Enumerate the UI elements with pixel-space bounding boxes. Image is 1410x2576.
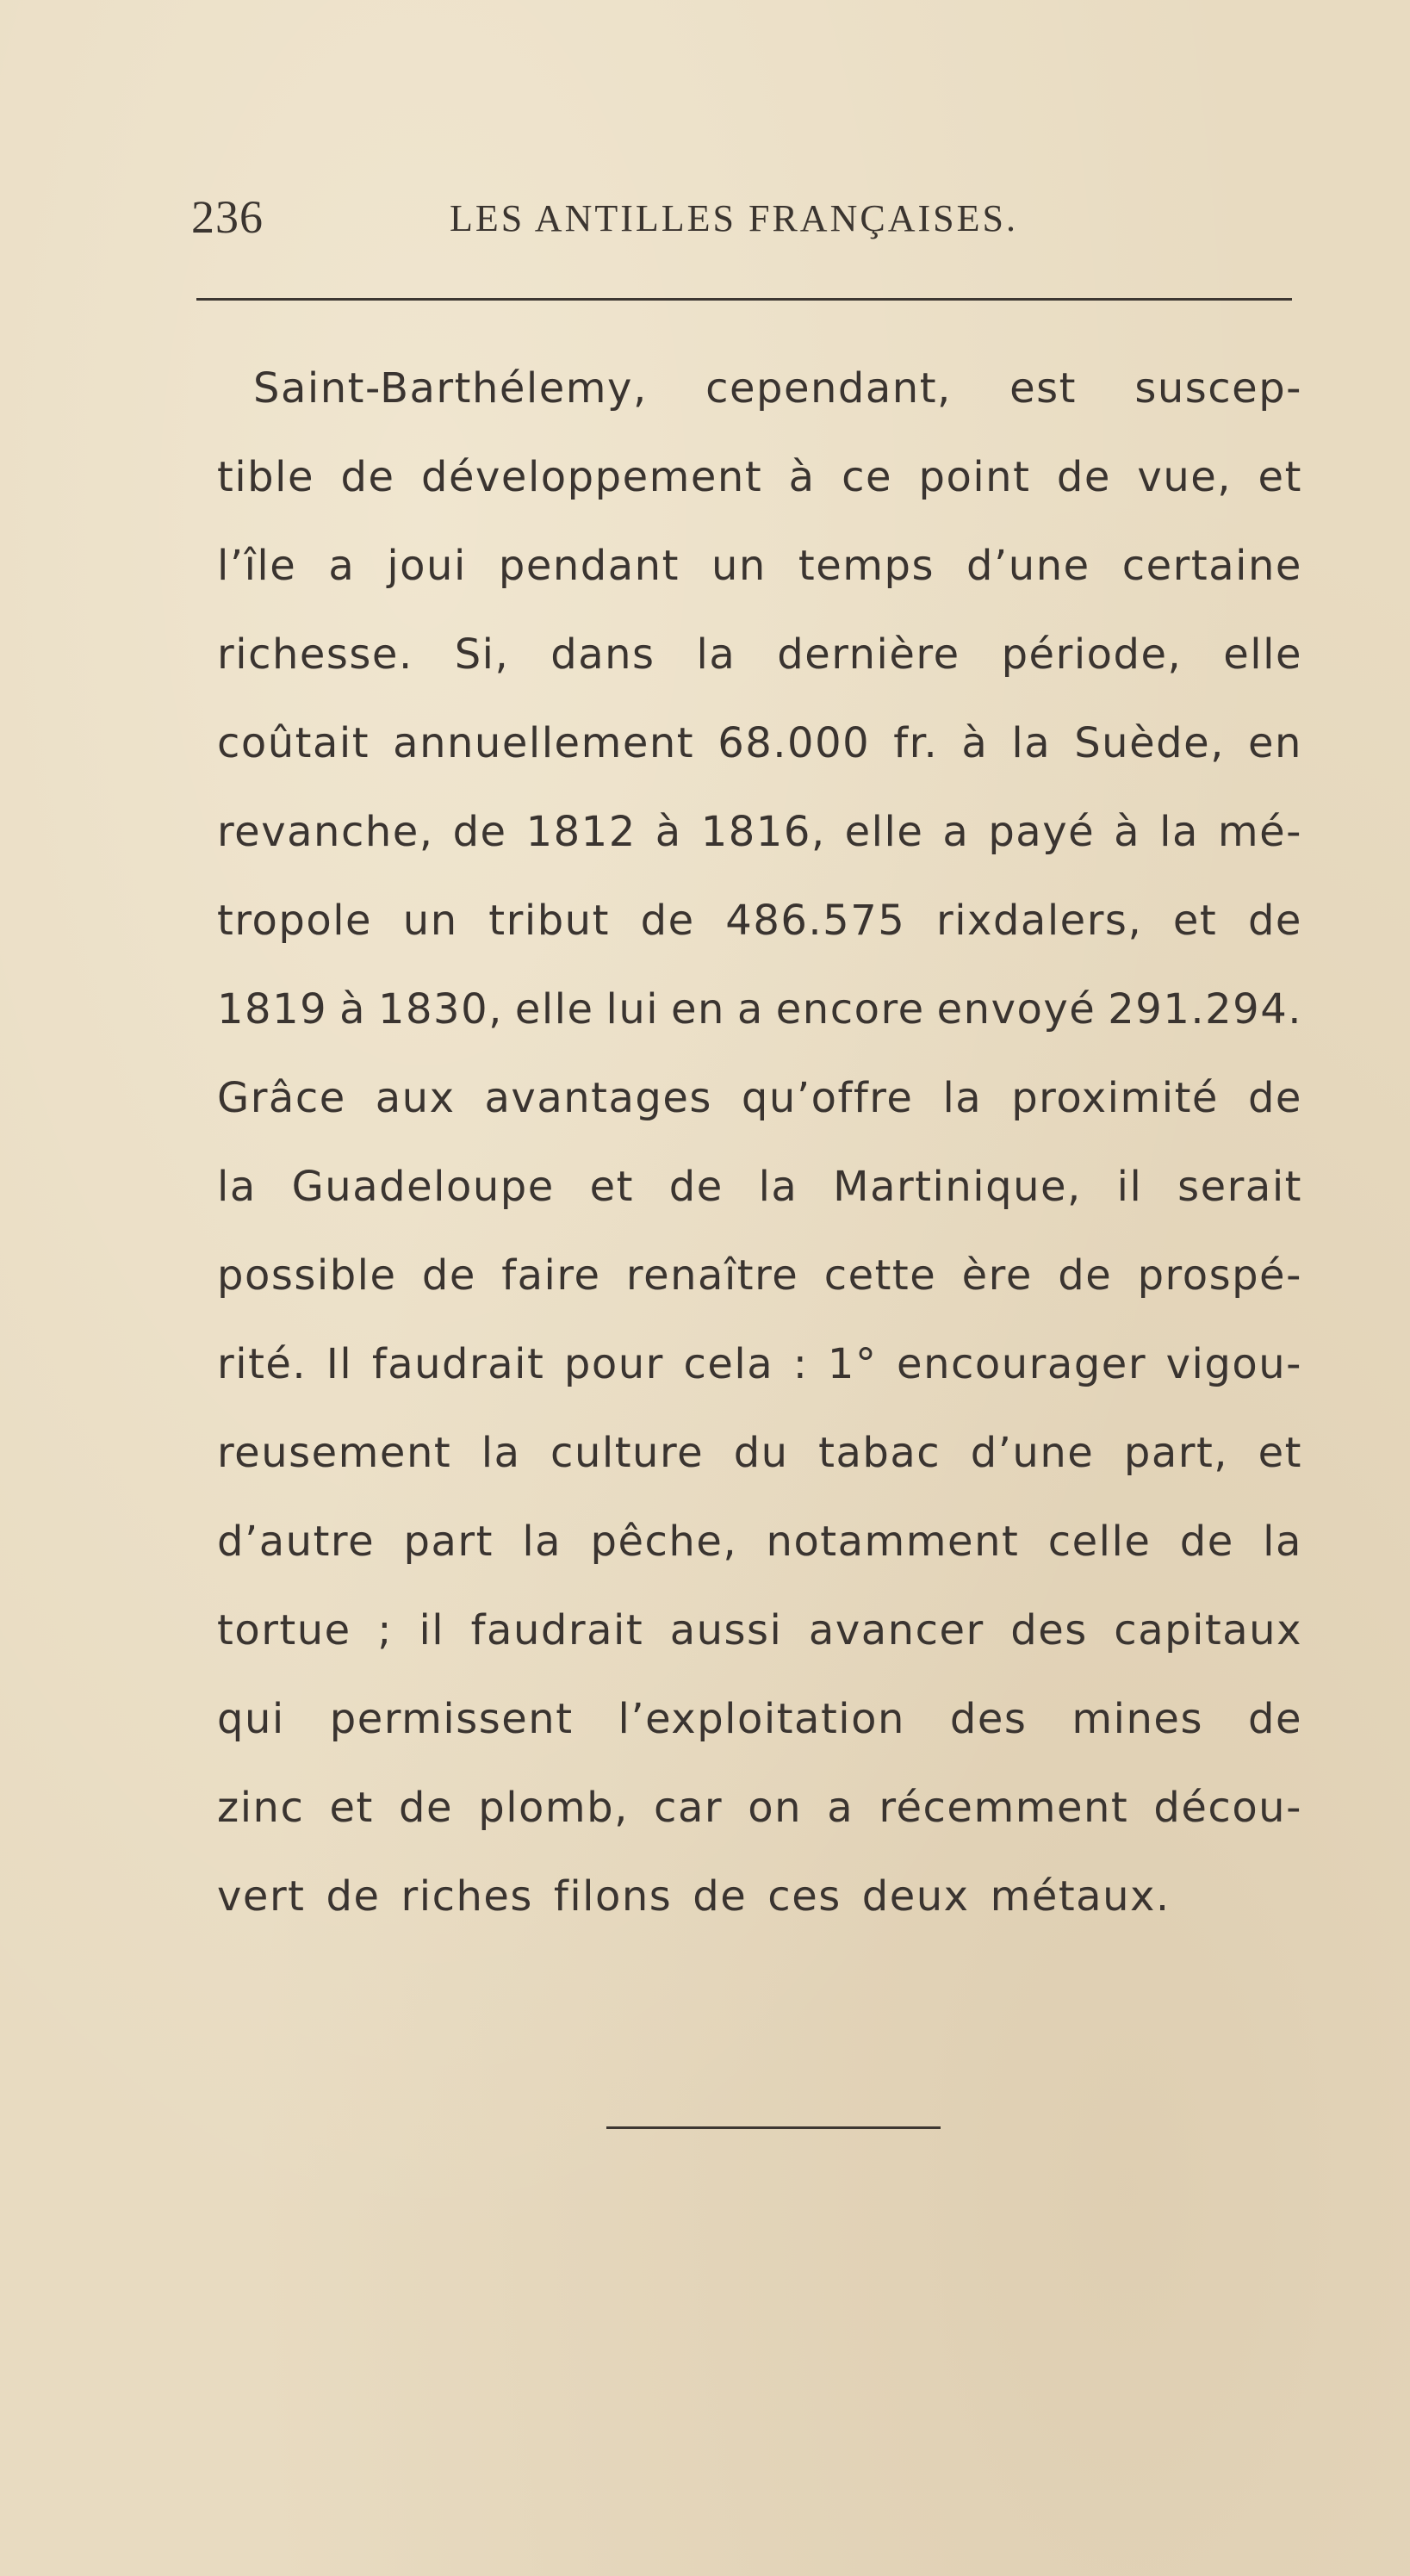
- word: à: [788, 453, 816, 501]
- text-line: [217, 522, 1302, 611]
- word: payé: [988, 808, 1096, 856]
- word: a: [942, 808, 970, 856]
- text-line: [217, 1232, 1302, 1320]
- word: décou-: [1153, 1784, 1302, 1832]
- body-paragraph: [217, 345, 1302, 1941]
- word: de: [693, 1872, 748, 1921]
- word: lui: [606, 985, 660, 1034]
- word: Suède,: [1074, 719, 1225, 767]
- word: suscep-: [1134, 364, 1302, 413]
- word: la: [942, 1074, 983, 1122]
- word: aussi: [669, 1606, 783, 1654]
- word: part: [403, 1518, 494, 1566]
- word: riches: [401, 1872, 533, 1921]
- word: en: [1247, 719, 1302, 767]
- word: envoyé: [936, 985, 1096, 1034]
- word: à: [655, 808, 682, 856]
- word: et: [329, 1784, 374, 1832]
- word: Saint-Barthélemy,: [253, 364, 648, 413]
- word: de: [668, 1163, 724, 1211]
- word: ces: [767, 1872, 842, 1921]
- word: à: [339, 985, 367, 1034]
- word: développement: [421, 453, 763, 501]
- word: elle: [844, 808, 924, 856]
- word: rité.: [217, 1340, 307, 1388]
- word: culture: [550, 1429, 705, 1477]
- word: d’autre: [217, 1518, 376, 1566]
- word: Grâce: [217, 1074, 346, 1122]
- word: faudrait: [470, 1606, 644, 1654]
- word: d’une: [966, 542, 1090, 590]
- word: pêche,: [590, 1518, 738, 1566]
- word: de: [640, 897, 695, 945]
- text-line: [217, 1054, 1302, 1143]
- word: encourager: [897, 1340, 1147, 1388]
- text-line: [217, 1853, 1302, 1941]
- word: l’exploitation: [618, 1695, 905, 1743]
- word: renaître: [625, 1251, 799, 1300]
- word: Il: [326, 1340, 353, 1388]
- word: qu’offre: [741, 1074, 914, 1122]
- text-line: [217, 345, 1302, 433]
- word: encore: [775, 985, 925, 1034]
- word: un: [711, 542, 767, 590]
- running-title: LES ANTILLES FRANÇAISES.: [450, 197, 1018, 239]
- word: tropole: [217, 897, 373, 945]
- word: ère: [961, 1251, 1033, 1300]
- word: période,: [1001, 630, 1183, 679]
- word: Si,: [454, 630, 510, 679]
- word: de: [1179, 1518, 1234, 1566]
- word: la: [217, 1163, 257, 1211]
- word: la: [1011, 719, 1052, 767]
- running-head: [191, 191, 1292, 260]
- word: d’une: [970, 1429, 1095, 1477]
- word: la: [1263, 1518, 1302, 1566]
- word: annuellement: [393, 719, 695, 767]
- text-line: [217, 433, 1302, 522]
- word: ce: [842, 453, 892, 501]
- word: car: [654, 1784, 724, 1832]
- word: a: [736, 985, 764, 1034]
- word: il: [1116, 1163, 1143, 1211]
- word: capitaux: [1114, 1606, 1302, 1654]
- word: de: [399, 1784, 454, 1832]
- word: elle: [514, 985, 594, 1034]
- word: mé-: [1217, 808, 1302, 856]
- word: permissent: [329, 1695, 574, 1743]
- word: dernière: [777, 630, 960, 679]
- word: 1812: [525, 808, 637, 856]
- text-line: [217, 1675, 1302, 1764]
- text-line: [217, 1143, 1302, 1232]
- word: il: [419, 1606, 445, 1654]
- text-line: [217, 877, 1302, 965]
- word: de: [1247, 897, 1302, 945]
- word: vert: [217, 1872, 306, 1921]
- word: tabac: [818, 1429, 941, 1477]
- word: ;: [377, 1606, 393, 1654]
- word: avantages: [484, 1074, 712, 1122]
- word: la: [1159, 808, 1199, 856]
- word: point: [918, 453, 1031, 501]
- word: a: [827, 1784, 854, 1832]
- word: certaine: [1121, 542, 1302, 590]
- word: et: [589, 1163, 634, 1211]
- word: tribut: [488, 897, 610, 945]
- word: avancer: [808, 1606, 985, 1654]
- text-line: [217, 1498, 1302, 1586]
- word: richesse.: [217, 630, 413, 679]
- word: proximité: [1011, 1074, 1219, 1122]
- word: qui: [217, 1695, 285, 1743]
- word: pour: [563, 1340, 664, 1388]
- word: notamment: [766, 1518, 1020, 1566]
- word: aux: [375, 1074, 456, 1122]
- word: faudrait: [371, 1340, 545, 1388]
- word: 291.294.: [1108, 985, 1302, 1034]
- word: de: [452, 808, 507, 856]
- text-line: [217, 1320, 1302, 1409]
- word: reusement: [217, 1429, 452, 1477]
- word: cette: [823, 1251, 937, 1300]
- word: revanche,: [217, 808, 434, 856]
- word: part,: [1123, 1429, 1229, 1477]
- word: de: [1247, 1695, 1302, 1743]
- word: de: [340, 453, 395, 501]
- word: métaux.: [990, 1872, 1171, 1921]
- word: fr.: [893, 719, 939, 767]
- word: est: [1009, 364, 1077, 413]
- word: prospé-: [1137, 1251, 1302, 1300]
- word: en: [671, 985, 725, 1034]
- word: du: [733, 1429, 789, 1477]
- word: :: [792, 1340, 809, 1388]
- word: des: [949, 1695, 1028, 1743]
- word: mines: [1071, 1695, 1203, 1743]
- word: vigou-: [1165, 1340, 1302, 1388]
- word: la: [758, 1163, 798, 1211]
- word: la: [696, 630, 736, 679]
- text-line: [217, 1409, 1302, 1498]
- text-line: [217, 1764, 1302, 1853]
- word: coûtait: [217, 719, 370, 767]
- text-line: [217, 699, 1302, 788]
- word: de: [1058, 1251, 1113, 1300]
- word: la: [522, 1518, 562, 1566]
- word: Martinique,: [833, 1163, 1082, 1211]
- word: à: [961, 719, 989, 767]
- word: 1830,: [377, 985, 503, 1034]
- word: 1816,: [700, 808, 826, 856]
- word: et: [1258, 453, 1302, 501]
- word: vue,: [1137, 453, 1233, 501]
- word: dans: [550, 630, 655, 679]
- word: récemment: [879, 1784, 1129, 1832]
- word: 1819: [217, 985, 328, 1034]
- word: et: [1172, 897, 1218, 945]
- word: temps: [798, 542, 935, 590]
- word: des: [1010, 1606, 1088, 1654]
- word: serait: [1177, 1163, 1302, 1211]
- word: Guadeloupe: [291, 1163, 555, 1211]
- word: tible: [217, 453, 314, 501]
- word: joui: [387, 542, 467, 590]
- word: 1°: [827, 1340, 878, 1388]
- word: l’île: [217, 542, 297, 590]
- word: elle: [1223, 630, 1302, 679]
- word: deux: [861, 1872, 970, 1921]
- word: faire: [501, 1251, 601, 1300]
- word: pendant: [498, 542, 680, 590]
- word: filons: [553, 1872, 673, 1921]
- word: tortue: [217, 1606, 351, 1654]
- word: cela: [683, 1340, 774, 1388]
- word: à: [1114, 808, 1141, 856]
- word: cependant,: [705, 364, 952, 413]
- word: de: [421, 1251, 476, 1300]
- word: 486.575: [725, 897, 906, 945]
- word: on: [748, 1784, 803, 1832]
- text-line: [217, 965, 1302, 1054]
- text-line: [217, 1586, 1302, 1675]
- text-line: [217, 611, 1302, 699]
- word: 68.000: [717, 719, 871, 767]
- word: plomb,: [478, 1784, 629, 1832]
- word: de: [1247, 1074, 1302, 1122]
- word: la: [481, 1429, 521, 1477]
- text-line: [217, 788, 1302, 877]
- word: a: [328, 542, 356, 590]
- word: possible: [217, 1251, 397, 1300]
- header-rule: [196, 298, 1292, 301]
- word: rixdalers,: [935, 897, 1143, 945]
- word: zinc: [217, 1784, 305, 1832]
- page-number: 236: [191, 191, 264, 243]
- word: de: [1056, 453, 1111, 501]
- end-rule: [606, 2126, 941, 2129]
- word: un: [402, 897, 458, 945]
- word: et: [1258, 1429, 1302, 1477]
- word: celle: [1047, 1518, 1152, 1566]
- word: de: [326, 1872, 381, 1921]
